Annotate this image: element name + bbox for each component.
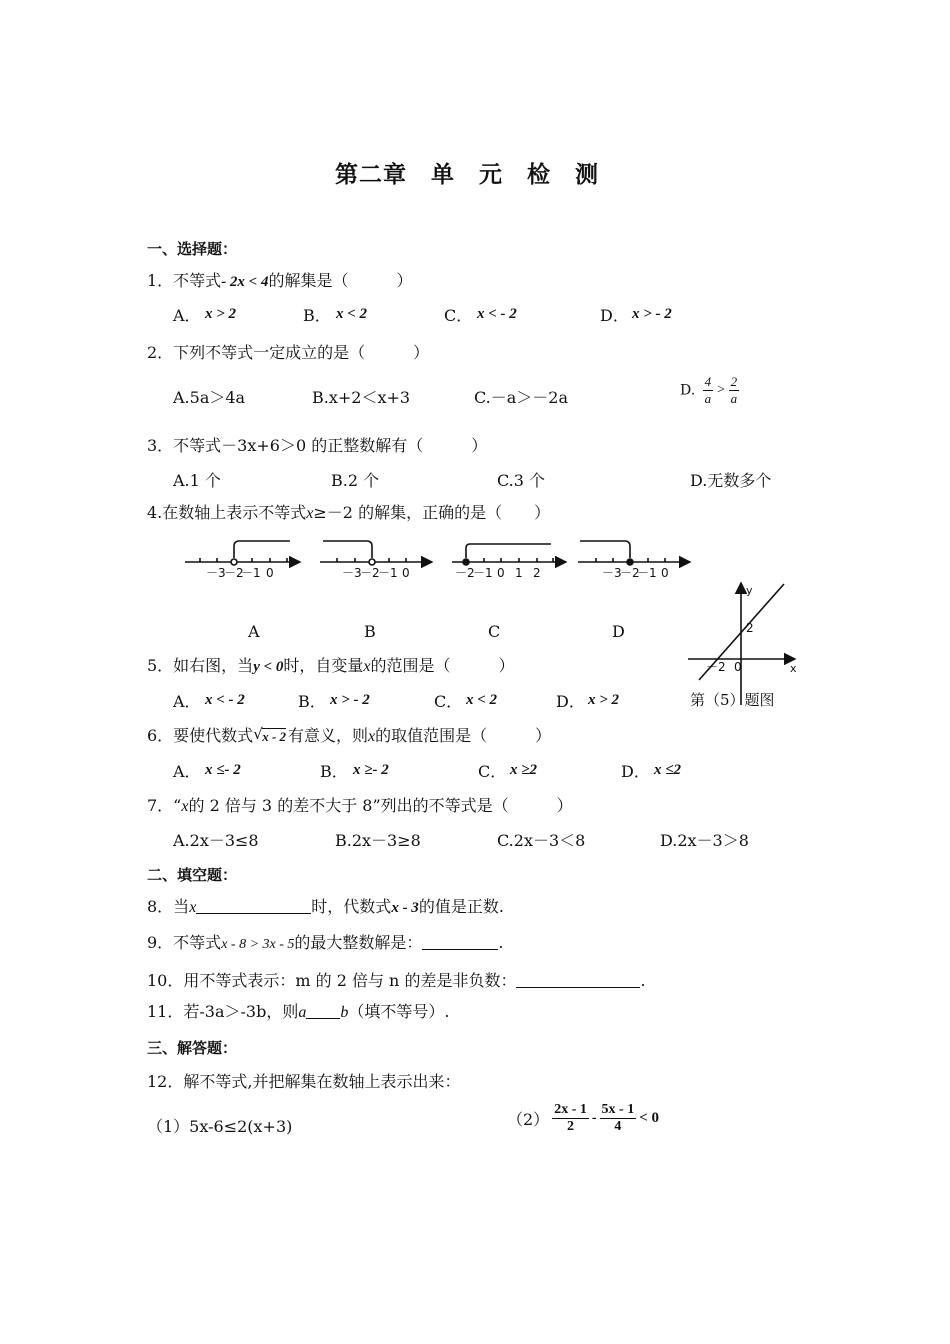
q1-option-a-label: A． <box>173 306 201 325</box>
tick-d-2: －2 <box>620 566 640 580</box>
q1-option-d: x > - 2 <box>632 306 672 322</box>
q5-option-b: x > - 2 <box>330 692 370 708</box>
q12-fraction-1 <box>552 1102 589 1135</box>
number-line-b <box>320 541 432 565</box>
q10-period: . <box>640 971 646 990</box>
q10-stem: 10．用不等式表示：m 的 2 倍与 n 的差是非负数： <box>147 971 517 990</box>
q12-frac1-numerator: 2x - 1 <box>554 1102 587 1117</box>
tick-c-1: －2 <box>455 566 475 580</box>
q1-expression: - 2x < 4 <box>221 274 269 290</box>
q1-option-b: x < 2 <box>336 306 368 322</box>
q3-option-b: B.2 个 <box>331 471 380 490</box>
q6-option-d-label: D． <box>621 762 650 781</box>
q8-stem-end: 的值是正数. <box>418 897 504 916</box>
q12-part-2 <box>507 1102 659 1135</box>
question-9 <box>147 930 504 953</box>
q7-option-b: B.2x－3≥8 <box>335 831 421 850</box>
q8-stem-mid: 时，代数式 <box>311 897 392 916</box>
q6-option-c: x ≥2 <box>510 762 537 778</box>
q4-stem-end: ≥－2 的解集，正确的是（ ） <box>313 503 551 522</box>
q5-stem-start: 5．如右图，当 <box>147 656 254 675</box>
q1-stem-start: 1．不等式 <box>147 271 222 290</box>
tick-c-3: 0 <box>497 566 505 580</box>
q11-stem-end: （填不等号）. <box>348 1002 450 1021</box>
q8-answer-blank[interactable] <box>196 897 311 914</box>
q6-sqrt <box>253 726 286 745</box>
q1-option-a: x > 2 <box>205 306 237 322</box>
q6-option-a-label: A． <box>173 762 201 781</box>
q10-answer-blank[interactable] <box>516 971 640 988</box>
q1-option-d-label: D． <box>600 306 629 325</box>
q4-label-c: C <box>488 622 501 641</box>
q1-option-c-label: C． <box>444 306 473 325</box>
question-8 <box>147 894 504 917</box>
q1-stem-end: 的解集是（ ） <box>268 271 413 290</box>
number-line-d <box>578 541 690 565</box>
q7-stem-end: 的 2 倍与 3 的差不大于 8”列出的不等式是（ ） <box>188 796 573 815</box>
sqrt-sign-icon: √ <box>253 725 263 743</box>
tick-c-2: －1 <box>473 566 493 580</box>
q5-option-b-label: B． <box>298 692 326 711</box>
tick-a-3: －1 <box>241 566 261 580</box>
q4-stem-start: 4.在数轴上表示不等式 <box>147 503 307 522</box>
q6-option-b: x ≥- 2 <box>353 762 389 778</box>
section-heading-solve: 三、解答题： <box>147 1039 238 1057</box>
q6-option-b-label: B． <box>320 762 348 781</box>
q2-option-b: B.x+2＜x+3 <box>312 388 411 407</box>
question-3: 3．不等式－3x+6＞0 的正整数解有（ ） <box>147 436 488 455</box>
q7-option-c: C.2x－3＜8 <box>497 831 586 850</box>
q6-option-a: x ≤- 2 <box>205 762 241 778</box>
q9-stem-start: 9．不等式 <box>147 933 222 952</box>
q3-option-c: C.3 个 <box>497 471 546 490</box>
q8-expression: x - 3 <box>391 900 419 916</box>
q3-option-a: A.1 个 <box>173 471 221 490</box>
q12-frac2-denominator: 4 <box>614 1119 622 1134</box>
q11-var-a: a <box>298 1004 307 1021</box>
tick-c-4: 1 <box>515 566 523 580</box>
q9-answer-blank[interactable] <box>422 933 498 950</box>
q5-variable: x <box>363 658 371 675</box>
tick-d-4: 0 <box>661 566 669 580</box>
q11-var-b: b <box>340 1004 349 1021</box>
q7-stem-start: 7．“ <box>147 796 182 815</box>
tick-a-2: －2 <box>224 566 244 580</box>
q2-option-c: C.－a＞－2a <box>474 388 569 407</box>
q2-greater-sign: > <box>716 382 726 398</box>
question-10 <box>147 968 646 991</box>
q12-less-than-zero: < 0 <box>639 1110 660 1126</box>
graph-x-intercept: －2 <box>706 660 726 674</box>
q1-option-b-label: B． <box>303 306 331 325</box>
q12-part-2-label: （2） <box>507 1110 550 1129</box>
q5-option-d: x > 2 <box>588 692 620 708</box>
q6-stem-end: 的取值范围是（ ） <box>375 726 552 745</box>
tick-c-5: 2 <box>533 566 541 580</box>
q2-option-a: A.5a＞4a <box>173 388 246 407</box>
q5-graph <box>688 583 795 705</box>
q12-minus-sign: - <box>591 1110 597 1126</box>
q5-option-d-label: D． <box>556 692 585 711</box>
section-heading-fill: 二、填空题： <box>147 866 238 884</box>
q5-stem-mid: 时，自变量 <box>283 656 364 675</box>
q4-label-d: D <box>612 622 625 641</box>
q5-condition: y < 0 <box>253 659 284 675</box>
tick-a-1: －3 <box>206 566 226 580</box>
number-line-c <box>452 544 566 565</box>
q5-option-c: x < 2 <box>466 692 498 708</box>
section-heading-choice: 一、选择题： <box>147 240 238 258</box>
q2-option-d-label: D. <box>680 382 696 399</box>
q6-option-d: x ≤2 <box>654 762 681 778</box>
q6-variable: x <box>368 728 376 745</box>
question-6 <box>147 723 551 746</box>
q4-label-a: A <box>248 622 260 641</box>
q7-option-a: A.2x－3≤8 <box>173 831 259 850</box>
question-5 <box>147 653 515 676</box>
tick-b-2: －2 <box>360 566 380 580</box>
q3-option-d: D.无数多个 <box>690 471 772 490</box>
q1-option-c: x < - 2 <box>477 306 517 322</box>
q2-frac1-numerator: 4 <box>704 374 712 389</box>
graph-x-label: x <box>790 662 797 675</box>
tick-b-3: －1 <box>378 566 398 580</box>
q7-option-d: D.2x－3＞8 <box>660 831 749 850</box>
q12-fraction-2 <box>600 1102 637 1135</box>
q12-part-1: （1）5x-6≤2(x+3) <box>147 1117 293 1136</box>
question-7 <box>147 793 573 816</box>
q8-variable: x <box>189 899 197 916</box>
q7-variable: x <box>181 798 189 815</box>
q2-frac1-denominator: a <box>704 391 712 406</box>
graph-origin: 0 <box>734 660 742 674</box>
question-2: 2．下列不等式一定成立的是（ ） <box>147 343 430 362</box>
q11-answer-blank[interactable] <box>306 1002 340 1019</box>
q2-frac2-denominator: a <box>730 391 738 406</box>
q9-period: . <box>498 933 504 952</box>
question-11 <box>147 999 449 1022</box>
q6-stem-start: 6．要使代数式 <box>147 726 254 745</box>
q2-frac2-numerator: 2 <box>730 374 738 389</box>
q12-frac1-denominator: 2 <box>567 1119 575 1134</box>
number-line-a <box>185 541 300 565</box>
tick-b-1: －3 <box>342 566 362 580</box>
q11-stem-start: 11．若-3a＞-3b，则 <box>147 1002 299 1021</box>
tick-a-4: 0 <box>266 566 274 580</box>
graph-y-label: y <box>746 584 753 597</box>
q4-label-b: B <box>364 622 376 641</box>
q6-option-c-label: C． <box>478 762 507 781</box>
graph-y-intercept: 2 <box>746 621 754 635</box>
tick-d-3: －1 <box>637 566 657 580</box>
q9-stem-end: 的最大整数解是： <box>294 933 423 952</box>
q12-frac2-numerator: 5x - 1 <box>601 1102 635 1117</box>
q6-radicand: x - 2 <box>262 729 287 744</box>
q6-stem-mid: 有意义，则 <box>288 726 369 745</box>
q5-option-a-label: A． <box>173 692 201 711</box>
q4-variable: x <box>306 505 314 522</box>
question-12: 12．解不等式,并把解集在数轴上表示出来： <box>147 1072 461 1091</box>
tick-d-1: －3 <box>602 566 622 580</box>
q5-stem-end: 的范围是（ ） <box>370 656 515 675</box>
tick-b-4: 0 <box>402 566 410 580</box>
q8-stem-start: 8．当 <box>147 897 190 916</box>
q9-expression: x - 8 > 3x - 5 <box>221 937 295 952</box>
q5-graph-caption: 第（5）题图 <box>690 691 775 709</box>
q5-option-a: x < - 2 <box>205 692 245 708</box>
q5-option-c-label: C． <box>434 692 463 711</box>
page-title: 第二章 单 元 检 测 <box>335 162 599 188</box>
